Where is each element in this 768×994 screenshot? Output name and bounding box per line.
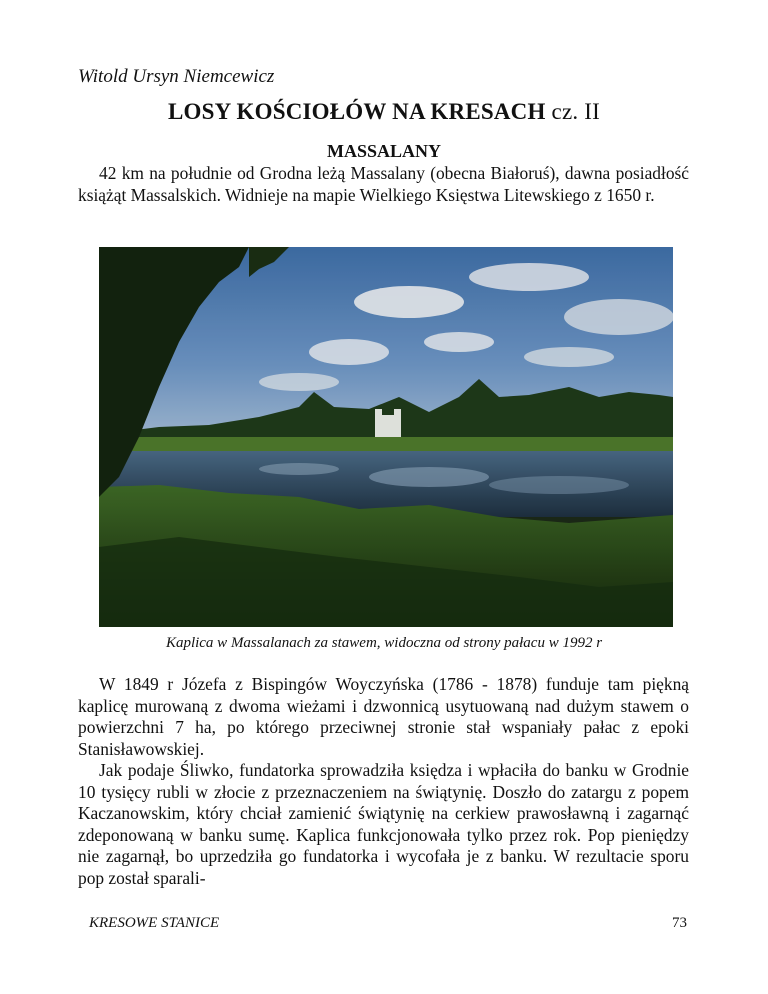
- body-paragraph-1: W 1849 r Józefa z Bispingów Woyczyńska (1786 - 1878) funduje tam piękną kaplicę murowaną z dwoma wieżami i dzwonnicą usytuowaną nad dużym stawem o powierzchni 7 ha, po którego przeciwnej stronie stał wspaniały pałac z epoki Stanisławowskiej.: [78, 674, 689, 759]
- page-number: 73: [672, 915, 687, 931]
- article-title-part: cz. II: [551, 99, 600, 124]
- photo-caption: Kaplica w Massalanach za stawem, widoczna od strony pałacu w 1992 r: [165, 635, 603, 651]
- author-name: Witold Ursyn Niemcewicz: [78, 66, 275, 87]
- intro-paragraph: 42 km na południe od Grodna leżą Massalany (obecna Białoruś), dawna posiadłość książąt Massalskich. Widnieje na mapie Wielkiego Księstwa Litewskiego z 1650 r.: [78, 163, 689, 205]
- article-title-main: LOSY KOŚCIOŁÓW NA KRESACH: [168, 99, 546, 124]
- article-title: [0, 99, 768, 125]
- body-paragraph-2: Jak podaje Śliwko, fundatorka sprowadziła księdza i wpłaciła do banku w Grodnie 10 tysięcy rubli w złocie z przeznaczeniem na świątynię. Doszło do zatargu z popem Kaczanowskim, który chciał zamienić świątynię na cerkiew prawosławną i zagarnąć zdeponowaną w banku sumę. Kaplica funkcjonowała tylko przez rok. Pop pieniędzy nie zagarnął, bo uprzedziła go fundatorka i wycofała je z banku. W rezultacie sporu pop został sparali-: [78, 760, 689, 888]
- section-heading: MASSALANY: [326, 141, 441, 161]
- chapel-photo: [99, 247, 673, 627]
- footer-publication: KRESOWE STANICE: [89, 915, 220, 931]
- body-text: [78, 674, 689, 889]
